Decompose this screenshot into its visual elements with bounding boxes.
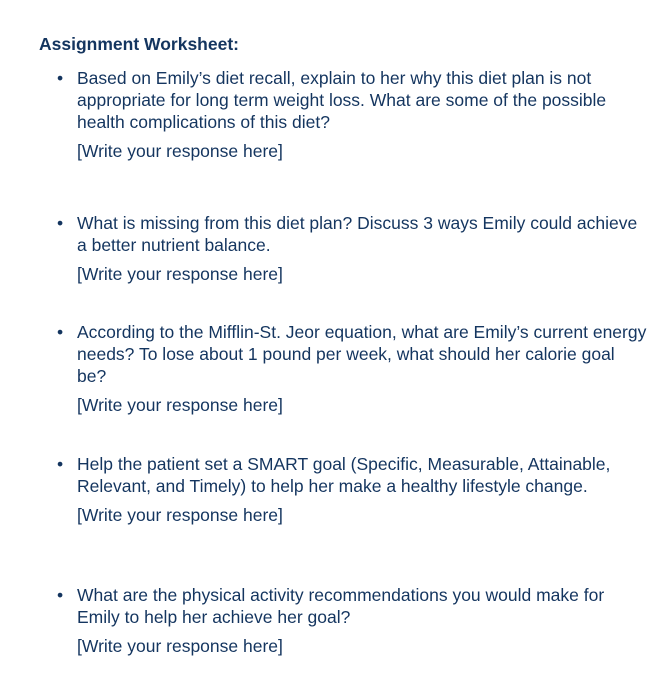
bullet-icon: • [57, 68, 64, 88]
question-text-block [57, 321, 647, 387]
bullet-icon: • [57, 322, 64, 342]
bullet-icon: • [57, 454, 64, 474]
question-item [57, 453, 647, 526]
question-prompt: According to the Mifflin-St. Jeor equation, what are Emily’s current energy needs? To lose about 1 pound per week, what should her calorie goal be? [77, 322, 647, 386]
question-text-block [57, 67, 647, 133]
question-text-block [57, 584, 647, 628]
response-placeholder[interactable]: [Write your response here] [77, 636, 283, 656]
question-prompt: Based on Emily’s diet recall, explain to her why this diet plan is not appropriate for long term weight loss. What are some of the possible health complications of this diet? [77, 68, 607, 132]
question-prompt: Help the patient set a SMART goal (Specific, Measurable, Attainable, Relevant, and Timely) to help her make a healthy lifestyle change. [77, 454, 611, 496]
question-text-block [57, 212, 647, 256]
bullet-icon: • [57, 585, 64, 605]
question-text-block [57, 453, 647, 497]
question-item [57, 321, 647, 416]
response-placeholder[interactable]: [Write your response here] [77, 264, 283, 284]
question-item [57, 212, 647, 285]
question-item [57, 584, 647, 657]
response-placeholder[interactable]: [Write your response here] [77, 141, 283, 161]
question-item [57, 67, 647, 162]
worksheet-title: Assignment Worksheet: [39, 34, 239, 54]
response-placeholder[interactable]: [Write your response here] [77, 505, 283, 525]
bullet-icon: • [57, 213, 64, 233]
question-prompt: What is missing from this diet plan? Discuss 3 ways Emily could achieve a better nutrient balance. [77, 213, 638, 255]
question-prompt: What are the physical activity recommendations you would make for Emily to help her achieve her goal? [77, 585, 605, 627]
response-placeholder[interactable]: [Write your response here] [77, 395, 283, 415]
